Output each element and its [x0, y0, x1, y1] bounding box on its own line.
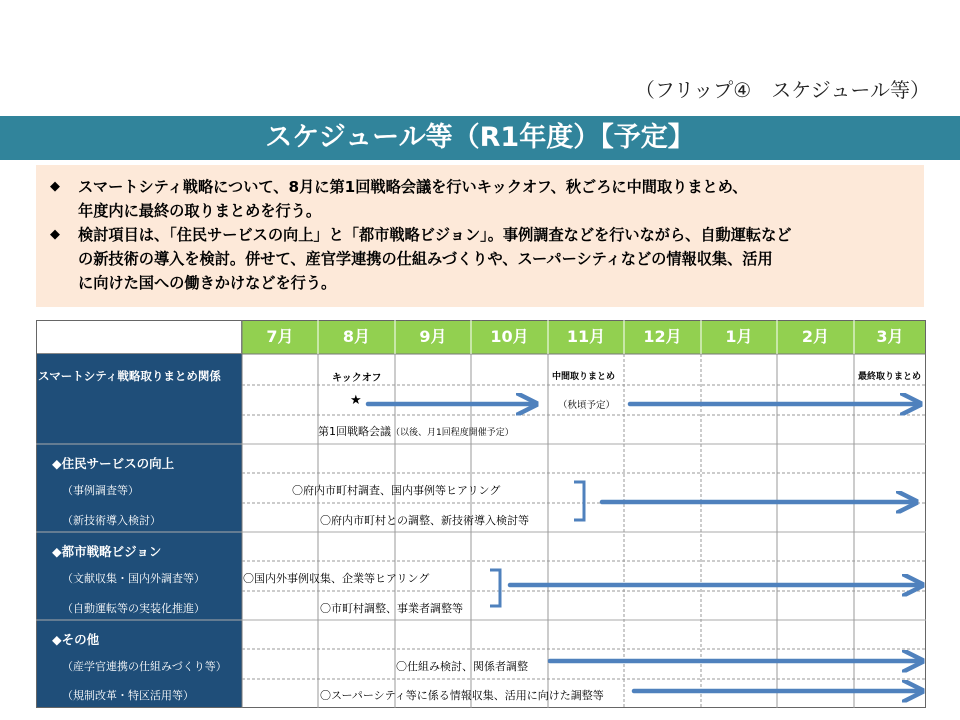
- row-label-strategy: スマートシティ戦略取りまとめ関係: [38, 369, 221, 383]
- month-header: 12月: [624, 320, 701, 354]
- row-label-industry: （産学官連携の仕組みづくり等）: [62, 660, 227, 673]
- row-label-case-study: （事例調査等）: [62, 484, 139, 497]
- autumn-label: （秋頃予定）: [558, 400, 616, 411]
- urban-vision-bracket: [490, 570, 500, 606]
- month-header: 1月: [701, 320, 777, 354]
- row-label-urban-vision: ◆都市戦略ビジョン: [52, 544, 162, 559]
- row-label-literature: （文献収集・国内外調査等）: [62, 572, 205, 585]
- intro-text: に向けた国への働きかけなどを行う。: [78, 274, 337, 292]
- intro-line: [48, 223, 912, 247]
- intro-text: スマートシティ戦略について、8月に第1回戦略会議を行いキックオフ、秋ごろに中間取りまとめ、: [78, 178, 748, 196]
- resident-service-bracket: [574, 482, 584, 520]
- month-header: 7月: [242, 320, 318, 354]
- row-label-new-tech: （新技術導入検討）: [62, 514, 161, 527]
- intro-line: [48, 271, 912, 295]
- intro-text: の新技術の導入を検討。併せて、産官学連携の仕組みづくりや、スーパーシティなどの情報収集、活用: [78, 250, 773, 268]
- intro-box: [36, 165, 924, 307]
- kickoff-label: キックオフ: [332, 373, 382, 384]
- row-label-regulation: （規制改革・特区活用等）: [62, 689, 194, 702]
- industry-task: 〇仕組み検討、関係者調整: [396, 660, 528, 673]
- case-study-task: 〇府内市町村調査、国内事例等ヒアリング: [292, 484, 501, 497]
- intro-line: [48, 247, 912, 271]
- new-tech-task: 〇府内市町村との調整、新技術導入検討等: [320, 514, 529, 527]
- intro-text: 検討項目は、「住民サービスの向上」と「都市戦略ビジョン」。事例調査などを行いながら、自動運転など: [78, 226, 792, 244]
- star-icon: ★: [350, 393, 362, 408]
- flip-label: （フリップ④ スケジュール等）: [634, 78, 930, 102]
- month-header: 3月: [854, 320, 926, 354]
- row-label-resident-service: ◆住民サービスの向上: [52, 456, 175, 471]
- month-header: 8月: [318, 320, 395, 354]
- schedule-table: [36, 320, 926, 708]
- first-meeting-text: 第1回戦略会議: [318, 425, 391, 438]
- month-header: 10月: [471, 320, 548, 354]
- intro-line: [48, 199, 912, 223]
- autonomous-task: 〇市町村調整、事業者調整等: [320, 602, 463, 615]
- row-label-autonomous: （自動運転等の実装化推進）: [62, 602, 205, 615]
- regulation-task: 〇スーパーシティ等に係る情報収集、活用に向けた調整等: [320, 689, 604, 702]
- literature-task: 〇国内外事例収集、企業等ヒアリング: [243, 572, 430, 585]
- schedule-arrows: [36, 320, 926, 708]
- row-label-other: ◆その他: [52, 632, 100, 647]
- page-title: スケジュール等（R1年度）【予定】: [0, 116, 960, 160]
- final-label: 最終取りまとめ: [858, 372, 922, 382]
- intro-text: 年度内に最終の取りまとめを行う。: [78, 202, 321, 220]
- diamond-bullet-icon: ◆: [50, 227, 60, 242]
- intro-line: [48, 175, 912, 199]
- month-header: 11月: [548, 320, 624, 354]
- month-header: 9月: [395, 320, 471, 354]
- diamond-bullet-icon: ◆: [50, 179, 60, 194]
- interim-label: 中間取りまとめ: [552, 372, 616, 382]
- month-header: 2月: [777, 320, 854, 354]
- first-meeting-note: （以後、月1回程度開催予定）: [391, 428, 514, 438]
